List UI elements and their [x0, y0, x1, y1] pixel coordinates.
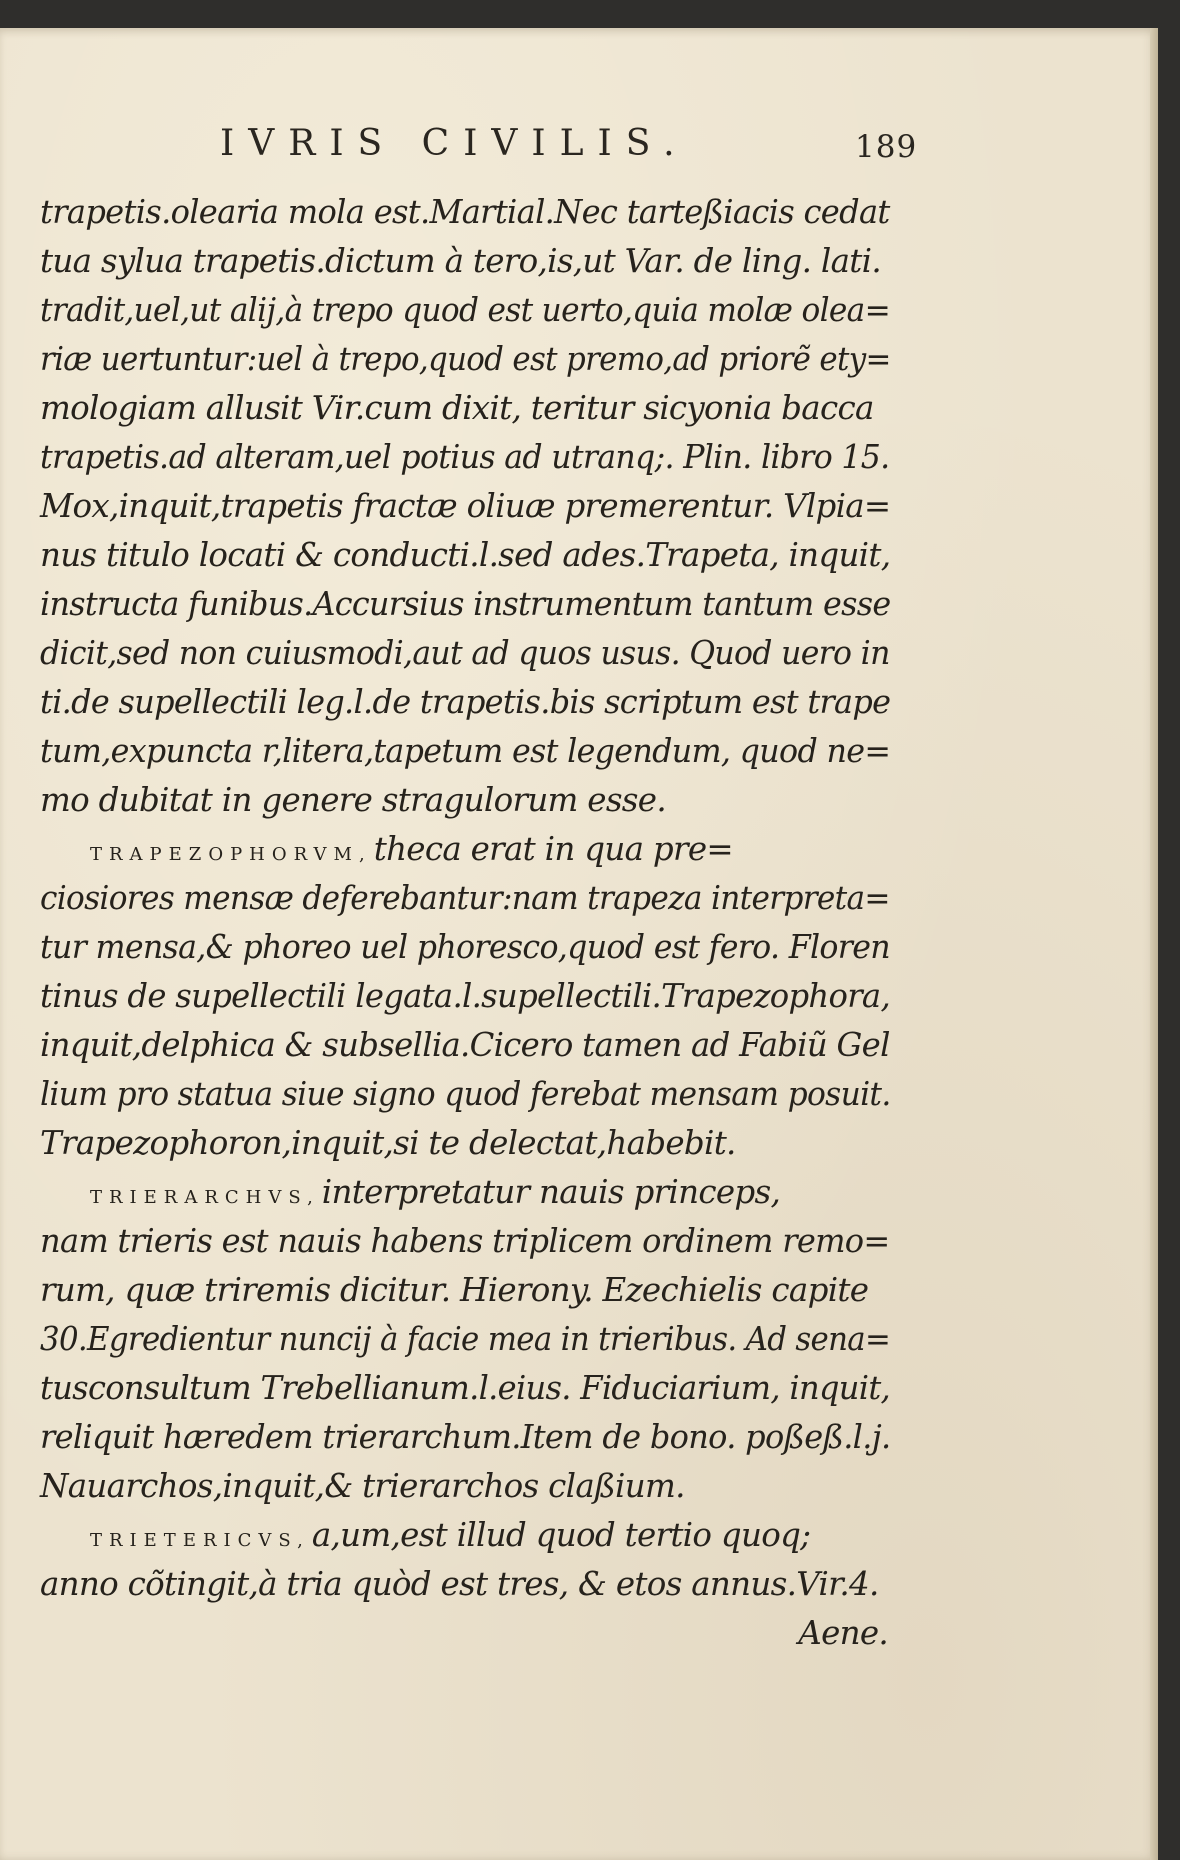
text-line: ti.de supellectili leg.l.de trapetis.bis scriptum est trape	[40, 683, 891, 721]
text-line: tinus de supellectili legata.l.supellectili.Trapezophora,	[40, 977, 891, 1015]
text-line: tua sylua trapetis.dictum à tero,is,ut Var. de ling. lati.	[40, 242, 881, 280]
entry-text: theca erat in qua pre=	[373, 830, 733, 868]
text-line: tur mensa,& phoreo uel phoresco,quod est fero. Floren	[40, 928, 890, 966]
text-line: trapetis.olearia mola est.Martial.Nec tarteßiacis cedat	[40, 193, 890, 231]
text-line: tum,expuncta r,litera,tapetum est legendum, quod ne=	[40, 732, 891, 770]
text-line: Nauarchos,inquit,& trierarchos claßium.	[40, 1467, 685, 1505]
catchword: Aene.	[798, 1614, 888, 1652]
text-line: instructa funibus.Accursius instrumentum tantum esse	[40, 585, 891, 623]
text-line: 30.Egredientur nuncij à facie mea in trieribus. Ad sena=	[40, 1320, 891, 1358]
entry-headword: TRIETERICVS,	[90, 1530, 310, 1551]
text-line: lium pro statua siue signo quod ferebat mensam posuit.	[40, 1075, 891, 1113]
text-line: mologiam allusit Vir.cum dixit, teritur sicyonia bacca	[40, 389, 874, 427]
text-line: nam trieris est nauis habens triplicem ordinem remo=	[40, 1222, 890, 1260]
text-line: anno cõtingit,à tria quòd est tres, & etos annus.Vir.4.	[40, 1565, 879, 1603]
entry-headword: TRAPEZOPHORVM,	[90, 844, 372, 865]
entry-first-line	[40, 825, 890, 874]
entry-first-line	[40, 1168, 890, 1217]
text-block	[40, 188, 890, 1658]
text-line: mo dubitat in genere stragulorum esse.	[40, 781, 666, 819]
entry-text: a,um,est illud quod tertio quoq;	[311, 1516, 811, 1554]
text-line: rum, quæ triremis dicitur. Hierony. Ezechielis capite	[40, 1271, 869, 1309]
text-line: inquit,delphica & subsellia.Cicero tamen ad Fabiũ Gel	[40, 1026, 890, 1064]
text-line: Trapezophoron,inquit,si te delectat,habebit.	[40, 1124, 736, 1162]
text-line: tradit,uel,ut alij,à trepo quod est uerto,quia molæ olea=	[40, 291, 891, 329]
entry-headword: TRIERARCHVS,	[90, 1187, 320, 1208]
text-line: nus titulo locati & conducti.l.sed ades.Trapeta, inquit,	[40, 536, 891, 574]
entry-first-line	[40, 1511, 890, 1560]
text-line: reliquit hæredem trierarchum.Item de bono. poßeß.l.j.	[40, 1418, 891, 1456]
running-head: IVRIS CIVILIS.	[220, 123, 689, 164]
page-number: 189	[855, 129, 918, 165]
text-line: tusconsultum Trebellianum.l.eius. Fiduciarium, inquit,	[40, 1369, 891, 1407]
text-line: riæ uertuntur:uel à trepo,quod est premo,ad priorẽ ety=	[40, 340, 891, 378]
entry-text: interpretatur nauis princeps,	[321, 1173, 781, 1211]
page-edge	[1150, 28, 1158, 1860]
text-line: ciosiores mensæ deferebantur:nam trapeza interpreta=	[40, 879, 890, 917]
page-header	[40, 123, 920, 173]
text-line: Mox,inquit,trapetis fractæ oliuæ premerentur. Vlpia=	[40, 487, 891, 525]
text-line: trapetis.ad alteram,uel potius ad utranq;. Plin. libro 15.	[40, 438, 890, 476]
text-line: dicit,sed non cuiusmodi,aut ad quos usus. Quod uero in	[40, 634, 890, 672]
